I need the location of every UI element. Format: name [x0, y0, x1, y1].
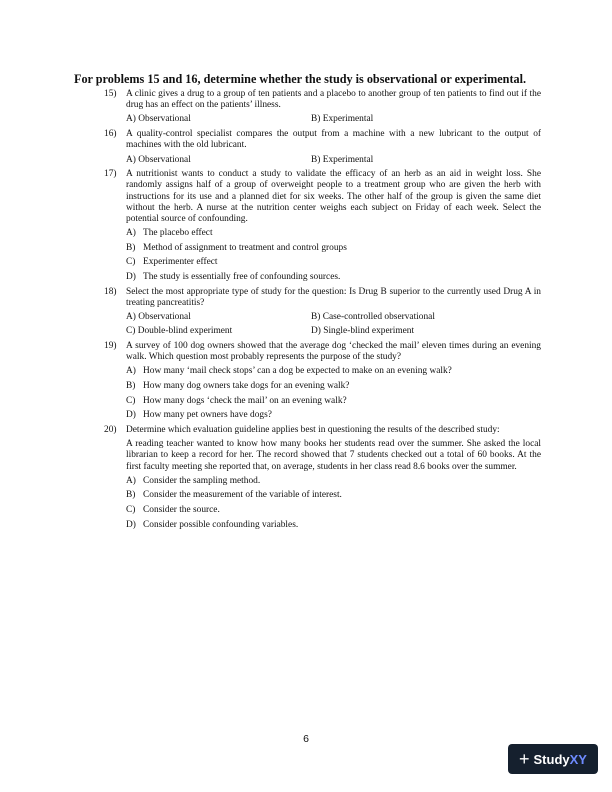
option-letter: D): [126, 272, 136, 283]
answer-options: [126, 114, 541, 125]
option-text: Method of assignment to treatment and control groups: [143, 242, 347, 253]
question-number: 18): [104, 286, 117, 297]
question-number: 15): [104, 89, 117, 99]
option-a: A) Observational: [126, 154, 191, 165]
option-b: [126, 243, 541, 254]
question-number: 16): [104, 129, 117, 140]
question-20: [104, 425, 541, 531]
option-letter: C): [126, 395, 136, 406]
option-c: [126, 396, 541, 407]
option-letter: A): [126, 366, 136, 377]
question-list: [104, 89, 541, 534]
answer-options: [126, 228, 541, 283]
option-d: [126, 520, 541, 531]
option-letter: A): [126, 475, 136, 486]
question-text: Select the most appropriate type of study for the question: Is Drug B superior to the currently used Drug A in treating pancreatitis?: [126, 286, 541, 308]
option-d: D) Single-blind experiment: [311, 326, 415, 337]
brand-xy: XY: [569, 751, 587, 767]
option-letter: C): [126, 257, 136, 268]
option-b: B) Experimental: [311, 154, 374, 165]
option-text: Experimenter effect: [143, 257, 218, 268]
question-text: A quality-control specialist compares the output from a machine with a new lubricant to the output of machines with the old lubricant.: [126, 129, 541, 151]
question-text: A nutritionist wants to conduct a study to validate the efficacy of an herb as an aid in weight loss. She randomly assigns half of a group of overweight people to a treatment group who are given the herb with instructions for its use and a planned diet for six weeks. The other half of the group is given the same diet without the herb. A nurse at the nutrition center weighs each subject on Friday of each week. Select the potential source of confounding.: [126, 169, 541, 225]
question-number: 20): [104, 424, 117, 435]
question-text: Determine which evaluation guideline applies best in questioning the results of the described study:: [126, 424, 500, 435]
option-text: How many ‘mail check stops’ can a dog be expected to make on an evening walk?: [143, 366, 452, 377]
section-heading: For problems 15 and 16, determine whether the study is observational or experimental.: [74, 72, 527, 86]
question-18: [104, 287, 541, 338]
option-text: How many pet owners have dogs?: [143, 410, 272, 421]
option-b: [126, 490, 541, 501]
option-text: Consider the sampling method.: [143, 475, 261, 486]
option-text: Consider the measurement of the variable of interest.: [143, 490, 342, 501]
answer-options: [126, 476, 541, 531]
option-d: [126, 410, 541, 421]
option-letter: B): [126, 490, 136, 501]
option-a: [126, 476, 541, 487]
option-text: How many dogs ‘check the mail’ on an evening walk?: [143, 395, 347, 406]
question-number: 19): [104, 341, 117, 352]
question-19: [104, 341, 541, 421]
option-letter: A): [126, 228, 136, 239]
plus-icon: +: [519, 749, 530, 769]
question-text: A survey of 100 dog owners showed that the average dog ‘checked the mail’ eleven times during an evening walk. Which question most probably represents the purpose of the study?: [126, 341, 541, 363]
option-a: A) Observational: [126, 114, 191, 125]
question-number: 17): [104, 169, 117, 180]
option-a: A) Observational: [126, 312, 191, 323]
option-text: Consider the source.: [143, 504, 220, 515]
option-b: B) Experimental: [311, 114, 374, 125]
question-16: [104, 129, 541, 166]
option-text: The placebo effect: [143, 228, 213, 239]
answer-options: [126, 155, 541, 166]
option-letter: C): [126, 504, 136, 515]
question-text: A clinic gives a drug to a group of ten patients and a placebo to another group of ten patients to find out if the drug has an effect on the patients’ illness.: [126, 89, 541, 111]
scenario-text: A reading teacher wanted to know how many books her students read over the summer. She asked the local librarian to keep a record for her. The record showed that 7 students checked out a total of 60 books. At the first faculty meeting she reported that, on average, students in her class read 8.6 books over the summer.: [126, 439, 541, 472]
option-letter: B): [126, 242, 136, 253]
brand-study: Study: [533, 751, 570, 767]
answer-options: [126, 366, 541, 421]
option-c: C) Double-blind experiment: [126, 326, 233, 337]
option-letter: B): [126, 381, 136, 392]
option-c: [126, 505, 541, 516]
option-letter: D): [126, 519, 136, 530]
option-a: [126, 366, 541, 377]
option-a: [126, 228, 541, 239]
page-number: 6: [303, 733, 309, 745]
option-c: [126, 257, 541, 268]
option-b: [126, 381, 541, 392]
option-b: B) Case-controlled observational: [311, 312, 435, 323]
option-d: [126, 272, 541, 283]
option-letter: D): [126, 410, 136, 421]
question-17: [104, 169, 541, 283]
option-text: Consider possible confounding variables.: [143, 519, 299, 530]
option-text: The study is essentially free of confounding sources.: [143, 272, 341, 283]
question-15: [104, 89, 541, 126]
option-text: How many dog owners take dogs for an evening walk?: [143, 381, 350, 392]
studyxy-badge[interactable]: [508, 744, 598, 774]
answer-options: [126, 312, 541, 337]
